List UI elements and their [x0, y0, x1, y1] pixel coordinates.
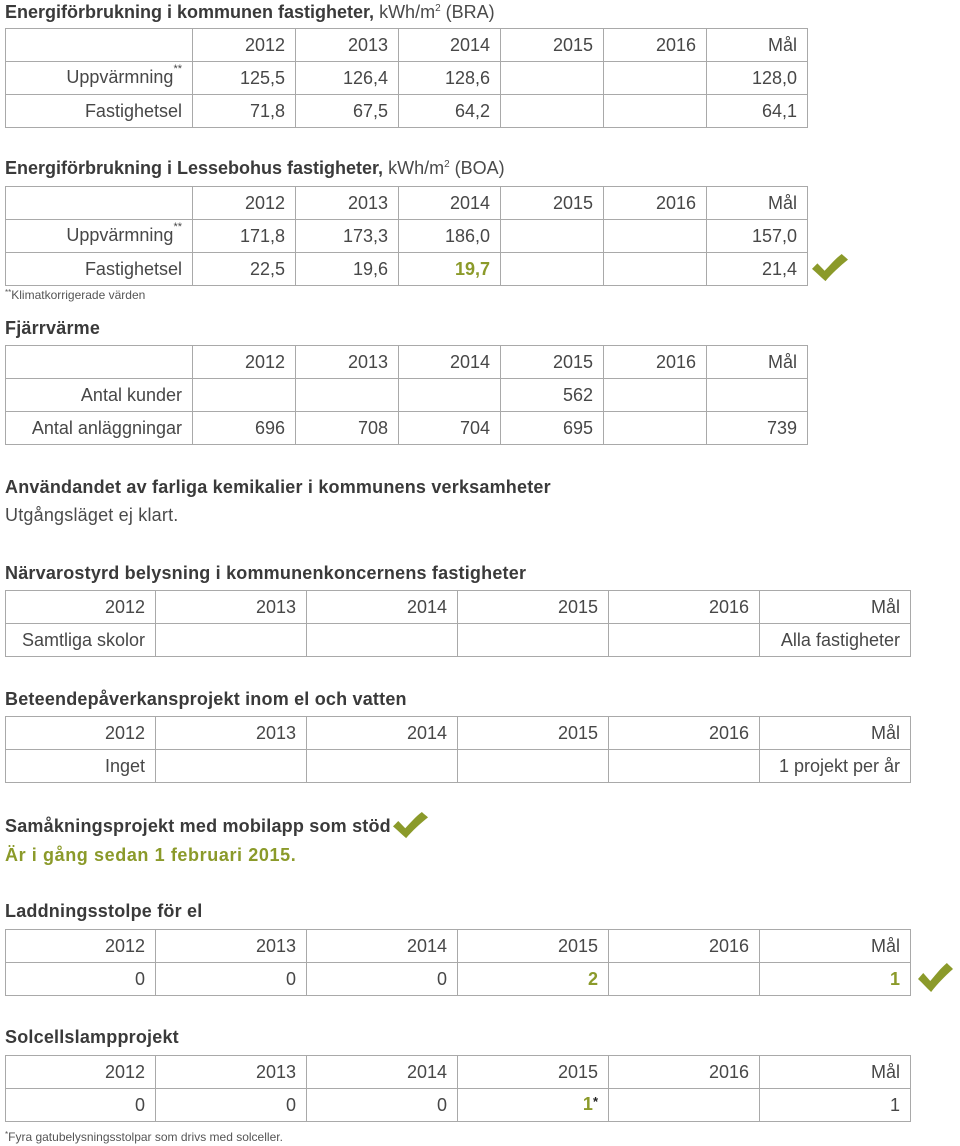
header-corner-cell	[6, 29, 193, 62]
year-header-cell: 2015	[458, 717, 609, 750]
value-cell	[156, 750, 307, 783]
header-corner-cell	[6, 187, 193, 220]
table-row	[6, 750, 911, 783]
year-header-cell: 2014	[307, 591, 458, 624]
value-highlight: 19,7	[454, 259, 490, 279]
solar-lamps-table	[5, 1055, 911, 1122]
year-header-cell: 2016	[609, 1056, 760, 1089]
unit-area: (BOA)	[454, 158, 505, 178]
year-header-cell: 2013	[296, 187, 399, 220]
value-cell: 126,4	[296, 62, 399, 95]
year-header-cell: 2014	[399, 29, 501, 62]
value-cell: 171,8	[193, 220, 296, 253]
value-cell: 0	[307, 963, 458, 996]
footnote-solar	[5, 1130, 283, 1144]
row-label	[6, 95, 193, 128]
value-highlight: 1	[889, 969, 900, 989]
carpool-app-status: Är i gång sedan 1 februari 2015.	[5, 845, 297, 865]
value-cell	[501, 95, 604, 128]
value-cell: 19,6	[296, 253, 399, 286]
unit-text: kWh/m	[379, 2, 436, 22]
row-label-text: Fastighetsel	[84, 101, 182, 121]
section-title-text: Energiförbrukning i Lessebohus fastigheter,	[5, 158, 384, 178]
charging-post-table	[5, 929, 911, 996]
goal-header-cell: Mål	[760, 930, 911, 963]
header-corner-cell	[6, 346, 193, 379]
goal-header-cell: Mål	[707, 346, 808, 379]
table-row	[6, 220, 808, 253]
year-header-cell: 2012	[6, 1056, 156, 1089]
value-cell: 71,8	[193, 95, 296, 128]
footnote-marker: **	[173, 220, 182, 233]
year-header-cell: 2012	[6, 717, 156, 750]
value-highlight: 2	[587, 969, 598, 989]
value-cell	[458, 963, 609, 996]
goal-value-cell	[760, 963, 911, 996]
year-header-cell: 2016	[609, 591, 760, 624]
row-label: Antal anläggningar	[6, 412, 193, 445]
presence-lighting-table	[5, 590, 911, 657]
footnote-marker: **	[173, 62, 182, 75]
value-cell	[609, 1089, 760, 1122]
value-cell	[604, 95, 707, 128]
goal-header-cell: Mål	[707, 187, 808, 220]
value-cell: 0	[156, 963, 307, 996]
value-cell	[501, 62, 604, 95]
value-cell	[604, 412, 707, 445]
year-header-cell: 2013	[156, 1056, 307, 1089]
value-cell	[609, 624, 760, 657]
header-row	[6, 717, 911, 750]
goal-value-cell: 1 projekt per år	[760, 750, 911, 783]
footnote-text: Klimatkorrigerade värden	[11, 288, 146, 302]
year-header-cell: 2012	[6, 930, 156, 963]
energy-municipal-table	[5, 28, 808, 128]
header-row	[6, 29, 808, 62]
year-header-cell: 2016	[604, 29, 707, 62]
value-cell	[156, 624, 307, 657]
value-cell	[604, 62, 707, 95]
row-label-text: Uppvärmning	[66, 224, 174, 245]
year-header-cell: 2013	[156, 591, 307, 624]
header-row	[6, 930, 911, 963]
row-label	[6, 62, 193, 95]
unit-text: kWh/m	[388, 158, 445, 178]
value-cell	[604, 220, 707, 253]
year-header-cell: 2016	[604, 346, 707, 379]
value-cell: 128,6	[399, 62, 501, 95]
value-cell: 64,2	[399, 95, 501, 128]
value-cell: 695	[501, 412, 604, 445]
unit-exponent: 2	[435, 3, 441, 14]
goal-value-cell: 128,0	[707, 62, 808, 95]
table-row	[6, 62, 808, 95]
energy-municipal-title	[5, 2, 495, 22]
value-cell: 0	[6, 963, 156, 996]
year-header-cell: 2015	[458, 930, 609, 963]
solar-lamps-title: Solcellslampprojekt	[5, 1027, 179, 1047]
table-row	[6, 963, 911, 996]
value-cell	[193, 379, 296, 412]
value-cell: 186,0	[399, 220, 501, 253]
year-header-cell: 2015	[501, 29, 604, 62]
value-cell	[501, 253, 604, 286]
goal-value-cell: 1	[760, 1089, 911, 1122]
year-header-cell: 2015	[501, 187, 604, 220]
goal-value-cell	[707, 379, 808, 412]
year-header-cell: 2015	[501, 346, 604, 379]
value-cell: 562	[501, 379, 604, 412]
footnote-marker: *	[592, 1094, 598, 1109]
table-row	[6, 379, 808, 412]
year-header-cell: 2012	[6, 591, 156, 624]
charging-post-title: Laddningsstolpe för el	[5, 901, 203, 921]
year-header-cell: 2013	[156, 930, 307, 963]
value-cell: 0	[156, 1089, 307, 1122]
footnote-text: Fyra gatubelysningsstolpar som drivs med solceller.	[8, 1130, 283, 1144]
value-cell: 67,5	[296, 95, 399, 128]
value-cell	[604, 379, 707, 412]
row-label	[6, 220, 193, 253]
value-cell	[458, 750, 609, 783]
row-label: Antal kunder	[6, 379, 193, 412]
year-header-cell: 2012	[193, 346, 296, 379]
year-header-cell: 2015	[458, 591, 609, 624]
goal-header-cell: Mål	[760, 1056, 911, 1089]
value-highlight: 1	[582, 1094, 593, 1114]
goal-value-cell: 739	[707, 412, 808, 445]
goal-header-cell: Mål	[760, 717, 911, 750]
year-header-cell: 2013	[296, 346, 399, 379]
value-cell: Inget	[6, 750, 156, 783]
table-row	[6, 253, 808, 286]
unit-label	[379, 2, 495, 22]
footnote-marker: *	[5, 1130, 9, 1139]
value-cell	[609, 750, 760, 783]
footnote-climate	[5, 288, 145, 302]
header-row	[6, 346, 808, 379]
year-header-cell: 2012	[193, 29, 296, 62]
goal-value-cell: 157,0	[707, 220, 808, 253]
value-cell: 22,5	[193, 253, 296, 286]
value-cell	[609, 963, 760, 996]
checkmark-icon	[393, 812, 428, 839]
hazardous-chemicals-status: Utgångsläget ej klart.	[5, 505, 179, 525]
section-title-text: Energiförbrukning i kommunen fastigheter,	[5, 2, 375, 22]
unit-exponent: 2	[444, 159, 450, 170]
behaviour-projects-title: Beteendepåverkansprojekt inom el och vatten	[5, 689, 407, 709]
header-row	[6, 187, 808, 220]
year-header-cell: 2014	[399, 187, 501, 220]
goal-header-cell: Mål	[707, 29, 808, 62]
energy-lessebohus-table	[5, 186, 808, 286]
value-cell	[296, 379, 399, 412]
year-header-cell: 2014	[307, 1056, 458, 1089]
value-cell: 708	[296, 412, 399, 445]
value-cell: 173,3	[296, 220, 399, 253]
value-cell: 125,5	[193, 62, 296, 95]
footnote-marker: **	[5, 288, 12, 297]
presence-lighting-title: Närvarostyrd belysning i kommunenkoncernens fastigheter	[5, 563, 527, 583]
district-heating-table	[5, 345, 808, 445]
table-row	[6, 95, 808, 128]
energy-lessebohus-title	[5, 158, 505, 178]
year-header-cell: 2012	[193, 187, 296, 220]
table-row	[6, 624, 911, 657]
carpool-app-title: Samåkningsprojekt med mobilapp som stöd	[5, 816, 391, 836]
value-cell	[399, 253, 501, 286]
value-cell: 0	[6, 1089, 156, 1122]
header-row	[6, 1056, 911, 1089]
value-cell	[458, 624, 609, 657]
behaviour-projects-table	[5, 716, 911, 783]
header-row	[6, 591, 911, 624]
year-header-cell: 2014	[307, 717, 458, 750]
year-header-cell: 2015	[458, 1056, 609, 1089]
table-row	[6, 1089, 911, 1122]
unit-label	[388, 158, 505, 178]
value-cell: Samtliga skolor	[6, 624, 156, 657]
value-cell	[501, 220, 604, 253]
row-label	[6, 253, 193, 286]
table-row	[6, 412, 808, 445]
goal-value-cell: Alla fastigheter	[760, 624, 911, 657]
value-cell	[307, 624, 458, 657]
checkmark-icon	[812, 254, 848, 282]
year-header-cell: 2014	[307, 930, 458, 963]
year-header-cell: 2013	[296, 29, 399, 62]
hazardous-chemicals-title: Användandet av farliga kemikalier i kommunens verksamheter	[5, 477, 551, 497]
row-label-text: Uppvärmning	[66, 66, 174, 87]
year-header-cell: 2013	[156, 717, 307, 750]
value-cell	[399, 379, 501, 412]
goal-header-cell: Mål	[760, 591, 911, 624]
district-heating-title: Fjärrvärme	[5, 318, 101, 338]
year-header-cell: 2016	[609, 717, 760, 750]
year-header-cell: 2014	[399, 346, 501, 379]
row-label-text: Fastighetsel	[84, 259, 182, 279]
year-header-cell: 2016	[609, 930, 760, 963]
value-cell: 0	[307, 1089, 458, 1122]
value-cell: 704	[399, 412, 501, 445]
value-cell	[604, 253, 707, 286]
value-cell: 696	[193, 412, 296, 445]
unit-area: (BRA)	[445, 2, 495, 22]
goal-value-cell: 64,1	[707, 95, 808, 128]
value-cell	[307, 750, 458, 783]
value-cell	[458, 1089, 609, 1122]
goal-value-cell: 21,4	[707, 253, 808, 286]
year-header-cell: 2016	[604, 187, 707, 220]
checkmark-icon	[918, 963, 953, 993]
